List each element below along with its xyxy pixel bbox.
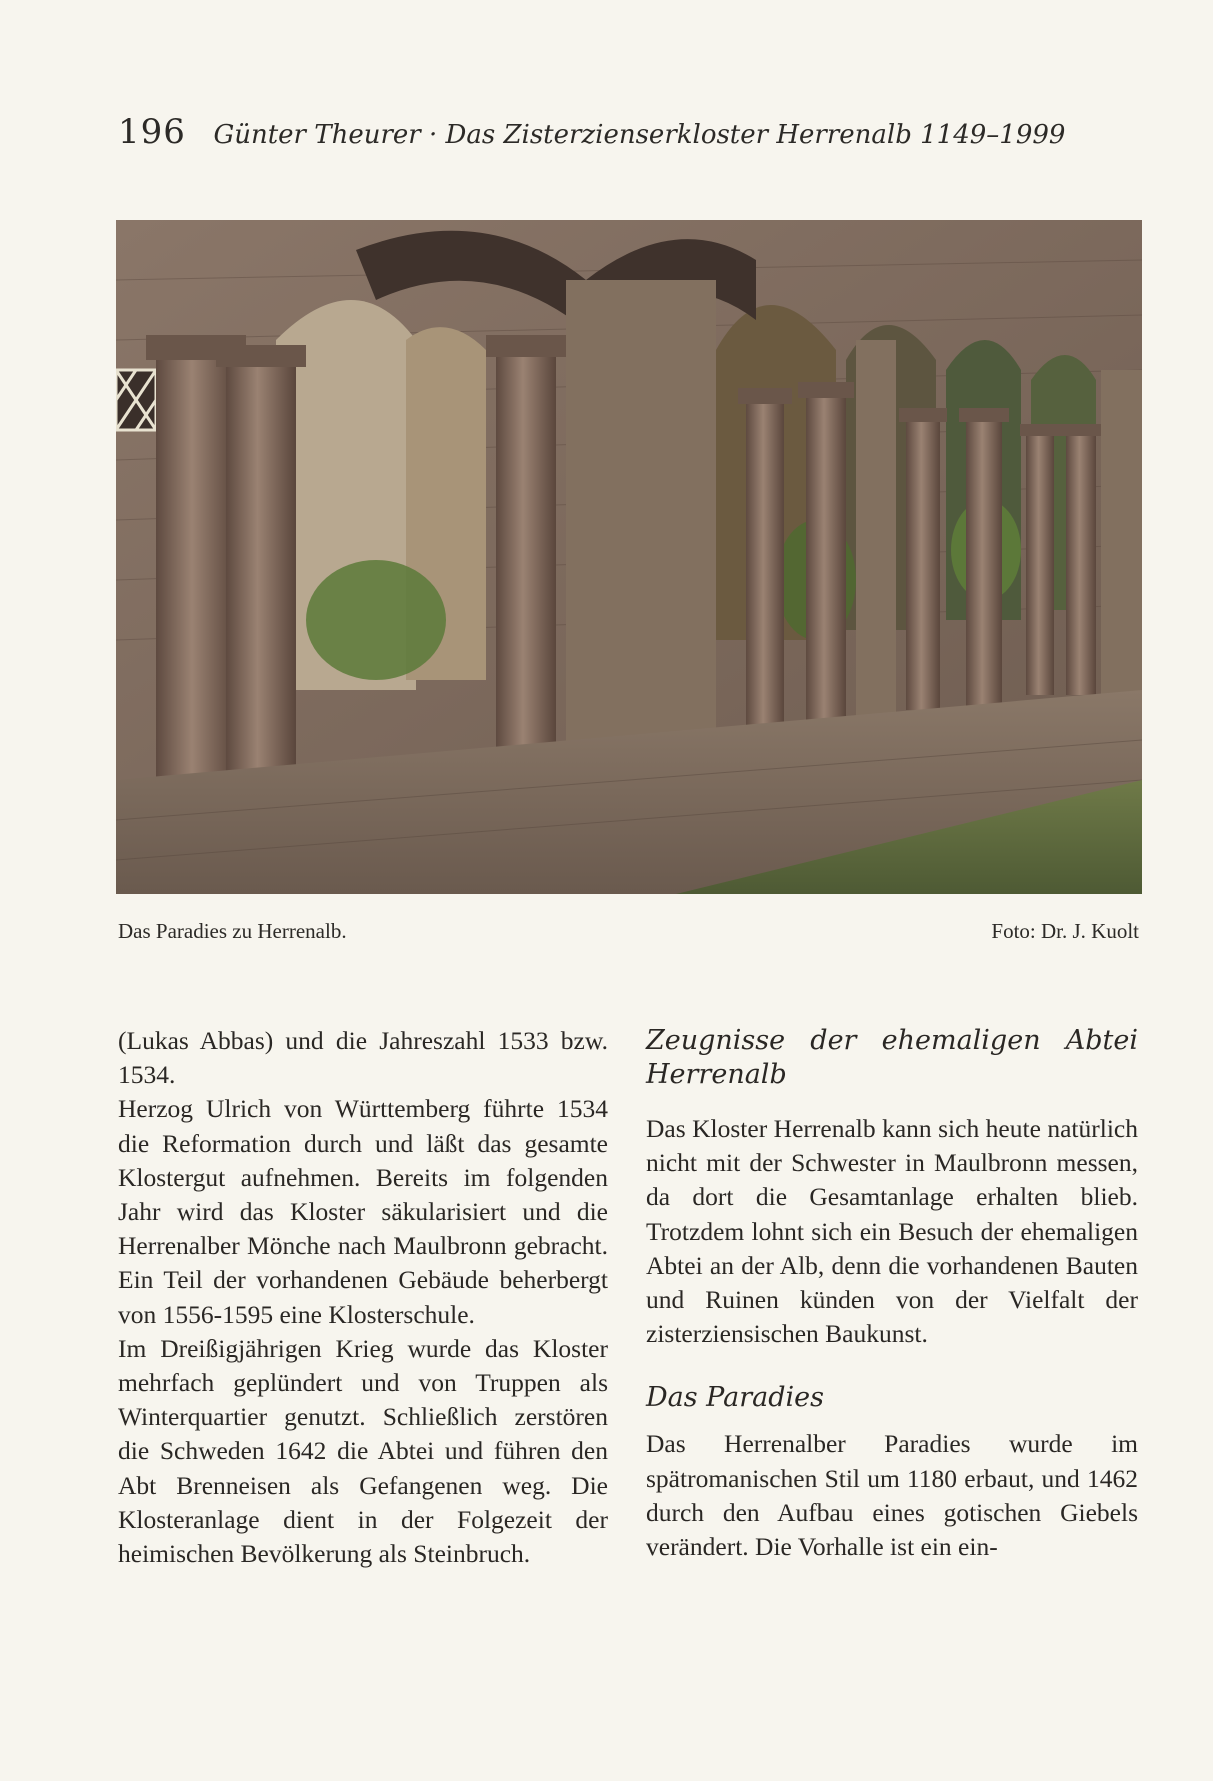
paragraph: (Lukas Abbas) und die Jahreszahl 1533 bzw. 1534. <box>118 1026 608 1090</box>
running-title: Günter Theurer · Das Zisterzienserkloster Herrenalb 1149–1999 <box>213 120 1066 150</box>
section-heading: Das Paradies <box>646 1382 824 1414</box>
cloister-arcade-illustration <box>116 220 1142 894</box>
paragraph: Im Dreißigjährigen Krieg wurde das Kloster mehrfach geplündert und von Truppen als Winterquartier genutzt. Schließlich zerstören die Schweden 1642 die Abtei und führen den Abt Brenneisen als Gefangenen weg. Die Klosteranlage dient in der Folgezeit der heimischen Bevölkerung als Steinbruch. <box>118 1333 608 1569</box>
right-column <box>646 1024 1138 1564</box>
paragraph: Herzog Ulrich von Württemberg führte 1534 die Reformation durch und läßt das gesamte Klostergut aufnehmen. Bereits im folgenden Jahr wird das Kloster säkularisiert und die Herrenalber Mönche nach Maulbronn gebracht. Ein Teil der vorhandenen Gebäude beherbergt von 1556-1595 eine Klosterschule. <box>118 1094 608 1329</box>
running-header <box>118 112 1065 152</box>
section-heading: Zeugnisse der ehemaligen Abtei Herrenalb <box>646 1025 1138 1090</box>
page-number: 196 <box>118 112 186 152</box>
figure-credit: Foto: Dr. J. Kuolt <box>991 919 1139 943</box>
cloister-photo <box>116 220 1142 894</box>
figure-caption: Das Paradies zu Herrenalb. <box>118 919 347 943</box>
paragraph: Das Herrenalber Paradies wurde im spätromanischen Stil um 1180 erbaut, und 1462 durch den Aufbau eines gotischen Giebels verändert. Die Vorhalle ist ein ein- <box>646 1429 1138 1562</box>
paragraph: Das Kloster Herrenalb kann sich heute natürlich nicht mit der Schwester in Maulbronn messen, da dort die Gesamtanlage erhalten blieb. Trotzdem lohnt sich ein Besuch der ehemaligen Abtei an der Alb, denn die vorhandenen Bauten und Ruinen künden von der Vielfalt der zisterziensischen Baukunst. <box>646 1114 1138 1349</box>
left-column <box>118 1024 608 1571</box>
